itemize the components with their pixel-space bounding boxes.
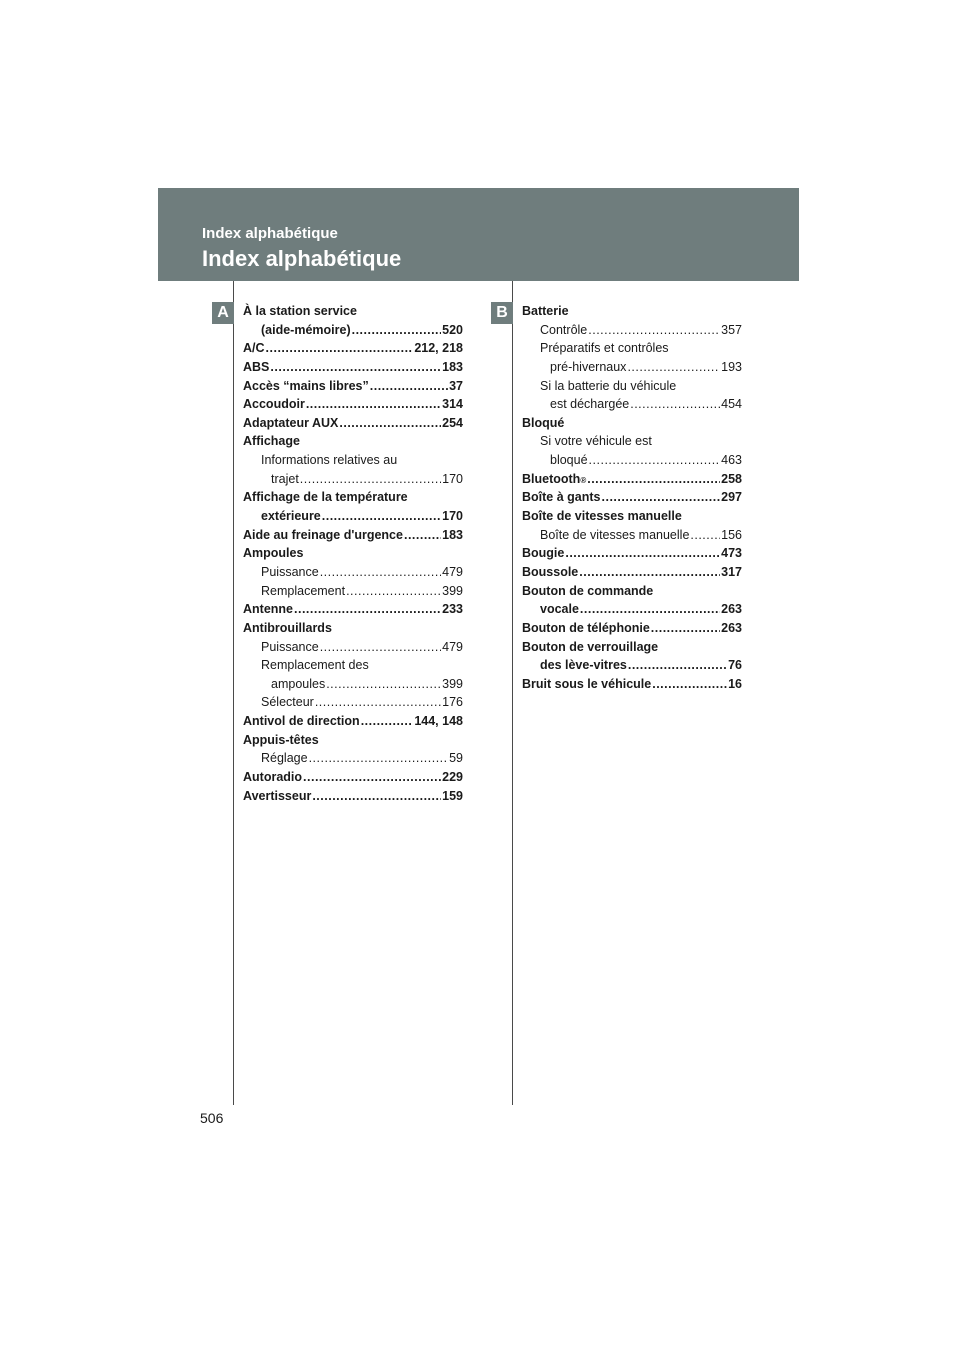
index-entry-label: Boussole — [522, 564, 579, 579]
index-entry — [243, 509, 463, 528]
index-entry — [243, 528, 463, 547]
dot-leader — [630, 397, 720, 411]
index-entry-label: Bouton de verrouillage — [522, 639, 659, 654]
index-entry — [243, 472, 463, 491]
index-entry-label: Autoradio — [243, 770, 303, 785]
dot-leader — [587, 472, 720, 486]
index-entry-page[interactable]: 233 — [442, 602, 463, 617]
index-entry — [243, 323, 463, 342]
index-entry-label: Contrôle — [540, 322, 588, 337]
index-entry-label: Bruit sous le véhicule — [522, 676, 652, 691]
dot-leader — [266, 341, 414, 355]
index-entry-label: Appuis-têtes — [243, 732, 319, 747]
index-entry — [522, 397, 742, 416]
index-entry-page[interactable]: 399 — [442, 583, 463, 598]
index-entry-label: À la station service — [243, 304, 357, 318]
index-entry — [243, 751, 463, 770]
index-entry-page[interactable]: 454 — [721, 397, 742, 412]
index-entry-label: Bouton de commande — [522, 583, 654, 598]
index-entry — [522, 546, 742, 565]
index-entry — [243, 453, 463, 472]
index-entry-label: Si la batterie du véhicule — [540, 378, 677, 393]
index-entry — [243, 733, 463, 752]
dot-leader — [627, 360, 720, 374]
dot-leader — [346, 584, 441, 598]
index-entry — [243, 434, 463, 453]
index-entry — [243, 621, 463, 640]
index-entry — [522, 528, 742, 547]
index-entry-label: Bluetooth — [522, 471, 581, 486]
index-entry-label: Préparatifs et contrôles — [540, 341, 669, 356]
index-entry-label: Antivol de direction — [243, 714, 360, 729]
index-entry-page[interactable]: 176 — [442, 695, 463, 710]
index-entry — [522, 304, 742, 323]
index-entry — [243, 602, 463, 621]
dot-leader — [602, 490, 721, 504]
index-entry — [243, 640, 463, 659]
dot-leader — [589, 453, 721, 467]
index-entry-label: Antibrouillards — [243, 620, 332, 635]
index-entry-page[interactable]: 183 — [442, 527, 463, 542]
column-rule-a — [233, 281, 234, 1105]
dot-leader — [294, 602, 441, 616]
index-entry-label: Boîte à gants — [522, 490, 601, 505]
index-entry-label: pré-hivernaux — [550, 359, 627, 374]
index-entry-page[interactable]: 193 — [721, 359, 742, 374]
dot-leader — [579, 565, 720, 579]
index-entry — [243, 770, 463, 789]
index-entry-label: Adaptateur AUX — [243, 415, 339, 430]
index-entry-label: extérieure — [261, 509, 321, 524]
index-entry — [522, 416, 742, 435]
index-entry — [243, 546, 463, 565]
index-entry-page[interactable]: 479 — [442, 564, 463, 579]
index-entry-label: Affichage de la température — [243, 490, 408, 505]
dot-leader — [588, 323, 720, 337]
index-entry-label: Boîte de vitesses manuelle — [540, 527, 690, 542]
index-entry — [522, 621, 742, 640]
index-entry — [522, 323, 742, 342]
index-entry-page[interactable]: 399 — [442, 676, 463, 691]
index-entry-label: Aide au freinage d'urgence — [243, 527, 403, 542]
dot-leader — [339, 416, 441, 430]
index-column-a — [243, 304, 463, 807]
index-entry-page[interactable]: 263 — [721, 602, 742, 617]
dot-leader — [306, 397, 441, 411]
chapter-header — [158, 188, 799, 281]
page-number: 506 — [200, 1110, 224, 1126]
dot-leader — [270, 360, 441, 374]
index-entry-page[interactable]: 463 — [721, 453, 742, 468]
index-entry — [243, 584, 463, 603]
index-entry-label: Affichage — [243, 434, 300, 449]
dot-leader — [322, 509, 441, 523]
index-entry — [243, 695, 463, 714]
index-entry — [522, 677, 742, 696]
dot-leader — [651, 621, 720, 635]
index-entry — [243, 565, 463, 584]
index-entry-page[interactable]: 37 — [449, 378, 463, 393]
index-entry-page[interactable]: 314 — [442, 397, 463, 412]
dot-leader — [565, 546, 720, 560]
index-entry-page[interactable]: 183 — [442, 359, 463, 374]
index-entry-page[interactable]: 479 — [442, 639, 463, 654]
index-entry-label: est déchargée — [550, 397, 630, 412]
index-entry-label: Bougie — [522, 546, 565, 561]
index-entry-label: des lève-vitres — [540, 658, 627, 673]
dot-leader — [320, 565, 441, 579]
dot-leader — [652, 677, 727, 691]
index-entry-page[interactable]: 357 — [721, 322, 742, 337]
index-entry — [522, 453, 742, 472]
index-entry-label: bloqué — [550, 453, 588, 468]
dot-leader — [312, 789, 441, 803]
index-entry — [522, 490, 742, 509]
index-entry-label: Bouton de téléphonie — [522, 620, 650, 635]
index-entry-label: Boîte de vitesses manuelle — [522, 509, 682, 524]
dot-leader — [361, 714, 414, 728]
index-entry — [522, 341, 742, 360]
index-entry-page[interactable]: 263 — [721, 620, 742, 635]
column-rule-b — [512, 281, 513, 1105]
dot-leader — [404, 528, 441, 542]
index-entry — [243, 789, 463, 808]
index-entry — [243, 379, 463, 398]
index-entry — [243, 360, 463, 379]
index-entry — [243, 490, 463, 509]
index-entry-page[interactable]: 520 — [442, 322, 463, 337]
index-entry — [522, 565, 742, 584]
index-entry-page[interactable]: 258 — [721, 471, 742, 486]
page-title: Index alphabétique — [202, 246, 402, 271]
index-entry-label: Avertisseur — [243, 788, 312, 803]
index-entry-page[interactable]: 473 — [721, 546, 742, 561]
index-entry-label: Antenne — [243, 602, 293, 617]
dot-leader — [309, 751, 449, 765]
index-entry-page[interactable]: 254 — [442, 415, 463, 430]
index-entry-label: A/C — [243, 341, 265, 356]
index-entry — [522, 379, 742, 398]
dot-leader — [370, 379, 448, 393]
index-entry-label: vocale — [540, 602, 579, 617]
index-entry — [243, 341, 463, 360]
index-entry-label: Remplacement — [261, 583, 346, 598]
index-entry-page[interactable]: 76 — [728, 658, 742, 673]
index-entry-page[interactable]: 297 — [721, 490, 742, 505]
index-entry-label: ABS — [243, 359, 270, 374]
index-entry-label: Ampoules — [243, 546, 304, 561]
index-entry-page[interactable]: 144, 148 — [414, 714, 463, 729]
index-entry-label: trajet — [271, 471, 299, 486]
index-entry-page[interactable]: 59 — [449, 751, 463, 766]
index-entry-page[interactable]: 229 — [442, 770, 463, 785]
dot-leader — [580, 602, 720, 616]
index-entry — [243, 304, 463, 323]
index-entry-page[interactable]: 212, 218 — [414, 341, 463, 356]
index-entry-label: Réglage — [261, 751, 308, 766]
dot-leader — [303, 770, 441, 784]
index-entry-label: (aide-mémoire) — [261, 322, 351, 337]
index-entry — [243, 397, 463, 416]
index-entry — [243, 677, 463, 696]
letter-tab-a: A — [212, 302, 234, 324]
index-entry-label: Informations relatives au — [261, 453, 398, 468]
index-entry — [243, 658, 463, 677]
index-entry-page[interactable]: 317 — [721, 564, 742, 579]
dot-leader — [326, 677, 441, 691]
index-entry — [522, 360, 742, 379]
index-entry — [522, 640, 742, 659]
section-label: Index alphabétique — [202, 225, 338, 242]
index-entry-label: Bloqué — [522, 415, 565, 430]
index-entry — [522, 602, 742, 621]
index-entry-page[interactable]: 170 — [442, 471, 463, 486]
index-entry — [243, 416, 463, 435]
dot-leader — [352, 323, 442, 337]
dot-leader — [300, 472, 441, 486]
index-column-b — [522, 304, 742, 695]
dot-leader — [690, 528, 720, 542]
index-entry — [522, 584, 742, 603]
index-entry: Bluetooth ® ..... 258 — [522, 472, 742, 491]
index-entry-page[interactable]: 159 — [442, 788, 463, 803]
index-entry-page[interactable]: 16 — [728, 676, 742, 691]
index-entry-page[interactable]: 170 — [442, 509, 463, 524]
index-entry-label: Puissance — [261, 564, 319, 579]
index-entry-label: Puissance — [261, 639, 319, 654]
index-entry-page[interactable]: 156 — [721, 527, 742, 542]
dot-leader — [320, 640, 441, 654]
index-entry-label: ampoules — [271, 676, 326, 691]
index-entry — [522, 509, 742, 528]
index-entry — [522, 658, 742, 677]
index-entry — [522, 434, 742, 453]
index-entry-label: Sélecteur — [261, 695, 314, 710]
index-entry-label: Accoudoir — [243, 397, 305, 412]
index-entry-label: Remplacement des — [261, 658, 369, 673]
index-entry-label: Batterie — [522, 304, 569, 318]
index-entry — [243, 714, 463, 733]
dot-leader — [628, 658, 727, 672]
dot-leader — [315, 695, 441, 709]
index-entry-label: Si votre véhicule est — [540, 434, 652, 449]
index-entry-label: Accès “mains libres” — [243, 378, 369, 393]
letter-tab-b: B — [491, 302, 513, 324]
